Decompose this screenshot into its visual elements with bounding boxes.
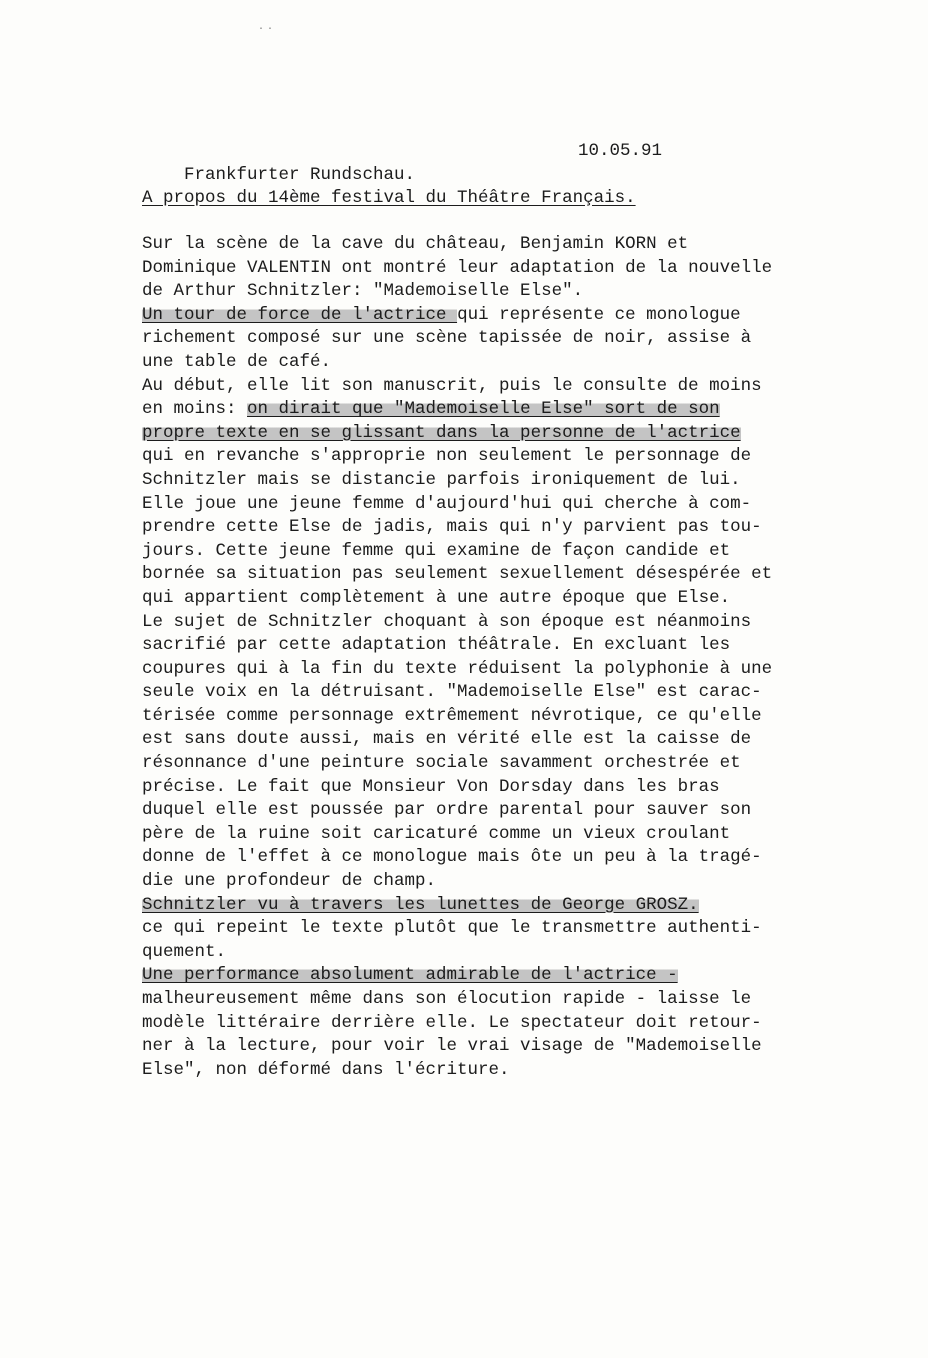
text-segment: de Arthur Schnitzler: "Mademoiselle Else". xyxy=(142,281,584,302)
text-segment: Le sujet de Schnitzler choquant à son époque est néanmoins xyxy=(142,611,752,632)
text-segment: Au début, elle lit son manuscrit, puis le consulte de moins xyxy=(142,375,762,396)
text-line xyxy=(142,658,862,682)
text-segment: modèle littéraire derrière elle. Le spectateur doit retour- xyxy=(142,1012,762,1033)
text-segment: sacrifié par cette adaptation théâtrale. En excluant les xyxy=(142,635,731,656)
text-line xyxy=(142,870,862,894)
text-line xyxy=(142,587,862,611)
text-line xyxy=(142,894,862,918)
text-line xyxy=(142,233,862,257)
text-line xyxy=(142,257,862,281)
text-segment: seule voix en la détruisant. "Mademoiselle Else" est carac- xyxy=(142,682,762,703)
text-segment: donne de l'effet à ce monologue mais ôte un peu à la tragé- xyxy=(142,847,762,868)
text-segment: une table de café. xyxy=(142,351,332,372)
text-line xyxy=(142,563,862,587)
text-segment: prendre cette Else de jadis, mais qui n'y parvient pas tou- xyxy=(142,517,762,538)
scan-mark: .. xyxy=(258,22,277,33)
text-segment: Dominique VALENTIN ont montré leur adaptation de la nouvelle xyxy=(142,257,773,278)
text-line xyxy=(142,375,862,399)
text-line xyxy=(142,422,862,446)
article-date: 10.05.91 xyxy=(578,141,663,161)
text-line xyxy=(142,964,862,988)
text-segment: en moins: xyxy=(142,399,248,420)
text-line xyxy=(142,516,862,540)
text-segment: qui appartient complètement à une autre époque que Else. xyxy=(142,587,731,608)
highlighted-text: Schnitzler vu à travers les lunettes de George GROSZ. xyxy=(142,894,699,915)
text-segment: duquel elle est poussée par ordre parental pour sauver son xyxy=(142,800,752,821)
text-segment: Sur la scène de la cave du château, Benjamin KORN et xyxy=(142,234,689,254)
text-line xyxy=(142,1012,862,1036)
text-segment: térisée comme personnage extrêmement névrotique, ce qu'elle xyxy=(142,705,762,726)
highlighted-text: on dirait que "Mademoiselle Else" sort de son xyxy=(247,399,720,420)
text-segment: résonnance d'une peinture sociale savamment orchestrée et xyxy=(142,753,741,774)
text-line xyxy=(142,304,862,328)
text-line xyxy=(142,327,862,351)
text-segment: Else", non déformé dans l'écriture. xyxy=(142,1059,510,1080)
text-line xyxy=(142,823,862,847)
text-segment: qui représente ce monologue xyxy=(457,304,741,325)
text-line xyxy=(142,941,862,965)
text-line xyxy=(142,611,862,635)
text-segment: die une profondeur de champ. xyxy=(142,871,437,892)
newspaper-name: Frankfurter Rundschau. xyxy=(184,165,416,185)
text-segment: Elle joue une jeune femme d'aujourd'hui qui cherche à com- xyxy=(142,493,752,514)
text-line xyxy=(142,493,862,517)
text-line xyxy=(142,752,862,776)
text-line xyxy=(142,445,862,469)
text-line xyxy=(142,917,862,941)
text-line xyxy=(142,988,862,1012)
text-line xyxy=(142,728,862,752)
text-line xyxy=(142,540,862,564)
text-segment: coupures qui à la fin du texte réduisent la polyphonie à une xyxy=(142,658,773,679)
article-body xyxy=(142,233,862,1082)
text-segment: Schnitzler mais se distancie parfois ironiquement de lui. xyxy=(142,469,741,490)
text-segment: père de la ruine soit caricaturé comme un vieux croulant xyxy=(142,823,731,844)
highlighted-text: Un tour de force de l'actrice xyxy=(142,304,458,325)
text-line xyxy=(142,469,862,493)
text-segment: ner à la lecture, pour voir le vrai visage de "Mademoiselle xyxy=(142,1036,762,1057)
text-line xyxy=(142,398,862,422)
highlighted-text: Une performance absolument admirable de l'actrice - xyxy=(142,965,678,986)
text-line xyxy=(142,799,862,823)
text-line xyxy=(142,351,862,375)
text-line xyxy=(142,1059,862,1083)
article-headline: A propos du 14ème festival du Théâtre Français. xyxy=(142,188,636,208)
text-segment: qui en revanche s'approprie non seulement le personnage de xyxy=(142,446,752,467)
text-segment: est sans doute aussi, mais en vérité elle est la caisse de xyxy=(142,729,752,750)
text-segment: malheureusement même dans son élocution rapide - laisse le xyxy=(142,989,752,1009)
text-segment: quement. xyxy=(142,941,227,962)
text-line xyxy=(142,705,862,729)
text-line xyxy=(142,846,862,870)
text-segment: ce qui repeint le texte plutôt que le transmettre authenti- xyxy=(142,918,762,939)
text-line xyxy=(142,280,862,304)
text-line xyxy=(142,1035,862,1059)
text-line xyxy=(142,776,862,800)
text-segment: précise. Le fait que Monsieur Von Dorsday dans les bras xyxy=(142,776,720,797)
text-line xyxy=(142,634,862,658)
text-line xyxy=(142,681,862,705)
highlighted-text: propre texte en se glissant dans la personne de l'actrice xyxy=(142,422,741,443)
text-segment: richement composé sur une scène tapissée de noir, assise à xyxy=(142,328,752,349)
text-segment: jours. Cette jeune femme qui examine de façon candide et xyxy=(142,540,731,561)
text-segment: bornée sa situation pas seulement sexuellement désespérée et xyxy=(142,564,773,585)
